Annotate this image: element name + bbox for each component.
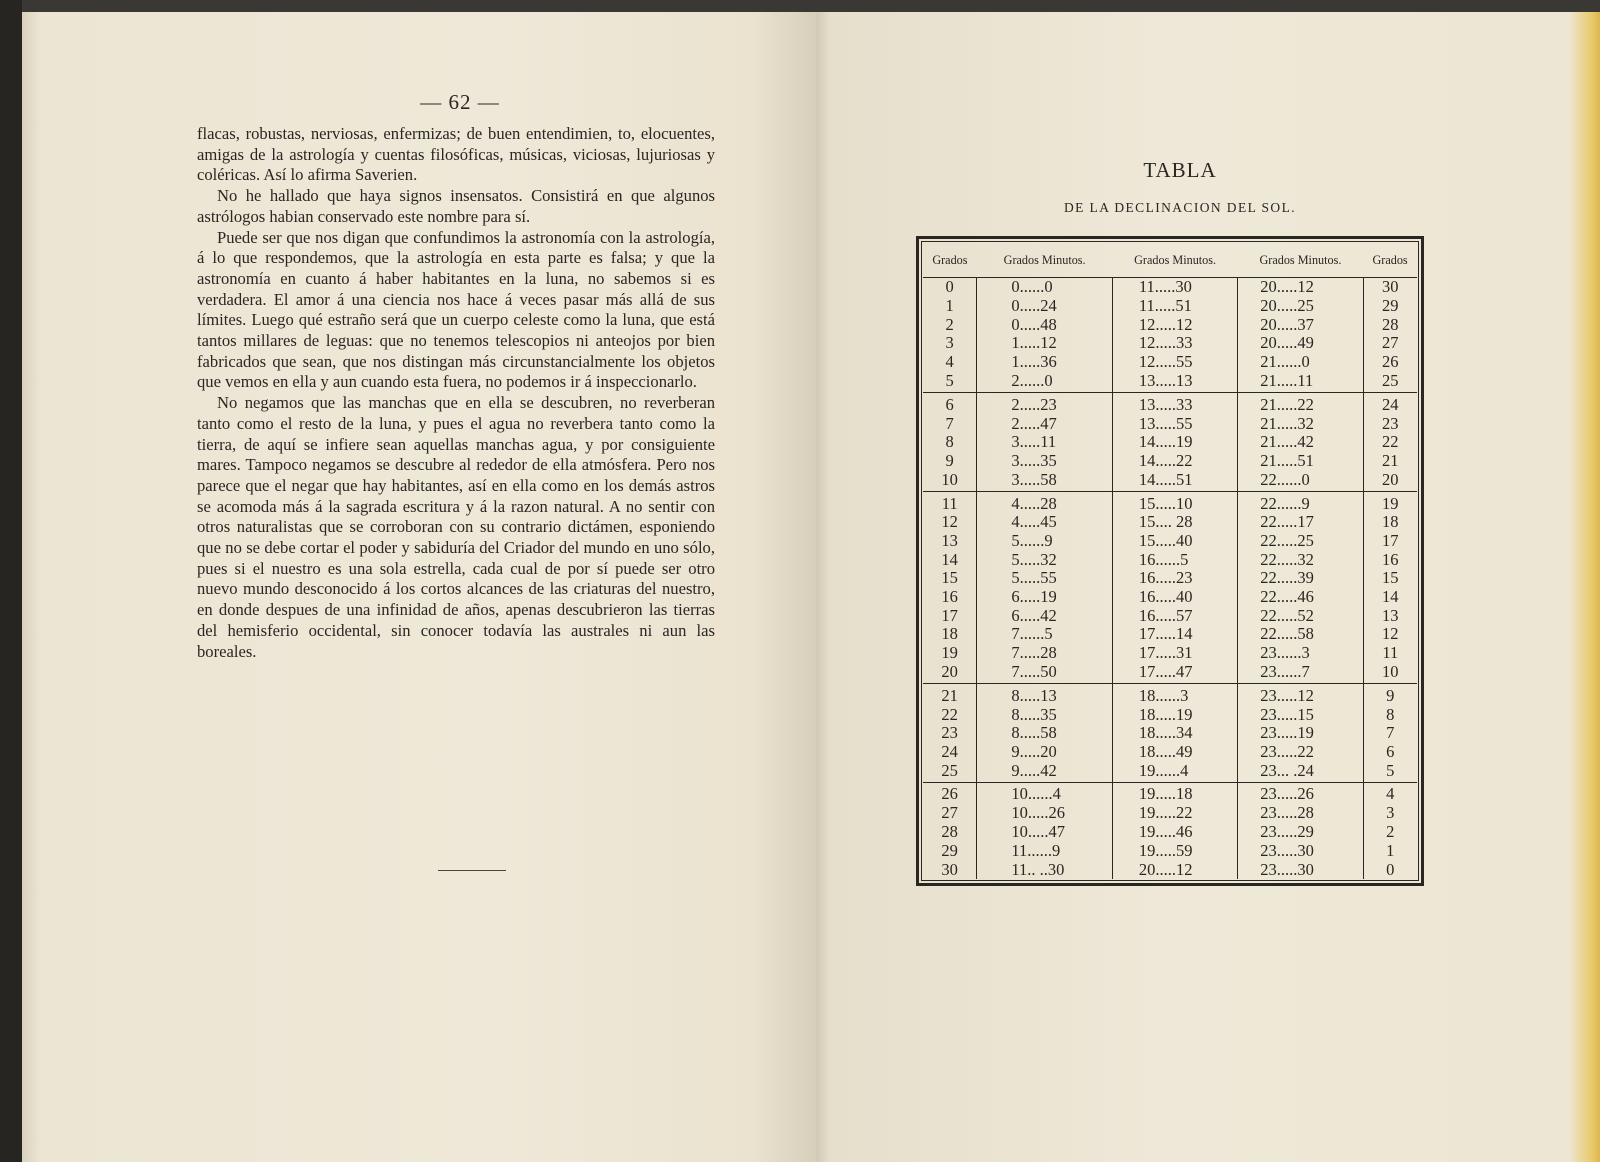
cell-col-3: 22......9 xyxy=(1238,492,1363,513)
cell-grados-complement: 21 xyxy=(1363,452,1417,471)
cell-col-1: 10......4 xyxy=(977,783,1113,804)
cell-col-3: 23... .24 xyxy=(1238,761,1363,782)
cell-col-2: 14.....22 xyxy=(1112,452,1237,471)
cell-col-2: 18.....34 xyxy=(1112,724,1237,743)
cell-col-3: 22.....58 xyxy=(1238,625,1363,644)
cell-grados: 14 xyxy=(941,549,958,569)
cell-col-3: 23.....22 xyxy=(1238,743,1363,762)
cell-col-3: 22.....39 xyxy=(1238,569,1363,588)
cell-grados: 2 xyxy=(945,314,954,334)
cell-grados: 4 xyxy=(945,352,954,372)
cell-grados-complement: 19 xyxy=(1363,492,1417,513)
paragraph-2: No he hallado que haya signos insensatos. Consistirá en que algunos astrólogos habian conservado este nombre para sí. xyxy=(197,186,715,226)
cell-col-1: 5.....32 xyxy=(977,550,1113,569)
cell-col-1: 5......9 xyxy=(977,532,1113,551)
cell-col-1: 8.....13 xyxy=(977,684,1113,705)
cell-col-3: 21.....42 xyxy=(1238,433,1363,452)
cell-grados: 0 xyxy=(945,277,954,297)
page-number: — 62 — xyxy=(420,90,500,114)
cell-col-2: 13.....55 xyxy=(1112,414,1237,433)
table-row xyxy=(923,569,1417,588)
cell-col-1: 3.....35 xyxy=(977,452,1113,471)
cell-col-2: 17.....14 xyxy=(1112,625,1237,644)
header-grados-minutos-2: Grados Minutos. xyxy=(1112,243,1237,278)
cell-grados: 18 xyxy=(941,624,958,644)
cell-grados: 1 xyxy=(945,296,954,316)
cell-grados-complement: 10 xyxy=(1363,663,1417,684)
scan-left-edge xyxy=(0,0,22,1162)
cell-grados-complement: 25 xyxy=(1363,372,1417,393)
cell-grados-complement: 9 xyxy=(1363,684,1417,705)
cell-col-1: 2......0 xyxy=(977,372,1113,393)
table-row xyxy=(923,644,1417,663)
cell-col-3: 23.....19 xyxy=(1238,724,1363,743)
cell-col-3: 20.....49 xyxy=(1238,334,1363,353)
cell-col-3: 23.....30 xyxy=(1238,841,1363,860)
cell-grados-complement: 26 xyxy=(1363,353,1417,372)
table-row xyxy=(923,783,1417,804)
table-row xyxy=(923,841,1417,860)
body-text xyxy=(197,124,715,662)
cell-col-1: 8.....35 xyxy=(977,705,1113,724)
cell-col-1: 7.....28 xyxy=(977,644,1113,663)
cell-grados-complement: 6 xyxy=(1363,743,1417,762)
cell-col-1: 7.....50 xyxy=(977,663,1113,684)
table-row xyxy=(923,860,1417,879)
cell-grados-complement: 11 xyxy=(1363,644,1417,663)
cell-col-1: 8.....58 xyxy=(977,724,1113,743)
table-row xyxy=(923,393,1417,414)
cell-col-1: 2.....47 xyxy=(977,414,1113,433)
cell-grados: 10 xyxy=(923,470,977,491)
table-row xyxy=(923,705,1417,724)
cell-col-3: 21.....51 xyxy=(1238,452,1363,471)
cell-col-3: 23.....28 xyxy=(1238,804,1363,823)
cell-col-1: 10.....26 xyxy=(977,804,1113,823)
cell-grados: 23 xyxy=(941,723,958,743)
table-row xyxy=(923,334,1417,353)
cell-grados: 29 xyxy=(941,840,958,860)
cell-col-1: 10.....47 xyxy=(977,823,1113,842)
cell-grados-complement: 12 xyxy=(1363,625,1417,644)
cell-col-2: 11.....51 xyxy=(1112,297,1237,316)
cell-grados-complement: 18 xyxy=(1363,513,1417,532)
cell-grados-complement: 0 xyxy=(1363,860,1417,879)
cell-col-2: 16.....57 xyxy=(1112,606,1237,625)
cell-col-2: 19.....18 xyxy=(1112,783,1237,804)
cell-col-1: 6.....42 xyxy=(977,606,1113,625)
cell-grados-complement: 15 xyxy=(1363,569,1417,588)
cell-col-2: 19.....22 xyxy=(1112,804,1237,823)
cell-col-3: 23......3 xyxy=(1238,644,1363,663)
cell-col-1: 11.. ..30 xyxy=(977,860,1113,879)
cell-grados: 21 xyxy=(941,685,958,705)
table-row xyxy=(923,550,1417,569)
table-title: TABLA xyxy=(1143,158,1217,182)
cell-grados: 22 xyxy=(941,704,958,724)
cell-col-1: 2.....23 xyxy=(977,393,1113,414)
table-row xyxy=(923,433,1417,452)
cell-col-3: 23.....29 xyxy=(1238,823,1363,842)
cell-grados: 11 xyxy=(941,493,958,513)
cell-grados-complement: 16 xyxy=(1363,550,1417,569)
cell-col-1: 0.....24 xyxy=(977,297,1113,316)
cell-grados-complement: 22 xyxy=(1363,433,1417,452)
cell-col-2: 14.....19 xyxy=(1112,433,1237,452)
table-body xyxy=(923,278,1417,880)
cell-col-1: 3.....58 xyxy=(977,470,1113,491)
cell-col-1: 1.....12 xyxy=(977,334,1113,353)
cell-grados: 26 xyxy=(941,784,958,804)
table-row xyxy=(923,278,1417,297)
cell-grados: 17 xyxy=(941,605,958,625)
header-grados-minutos-3: Grados Minutos. xyxy=(1238,243,1363,278)
table-row xyxy=(923,372,1417,393)
cell-grados-complement: 23 xyxy=(1363,414,1417,433)
cell-col-1: 9.....20 xyxy=(977,743,1113,762)
cell-col-2: 15.....40 xyxy=(1112,532,1237,551)
cell-col-3: 23.....30 xyxy=(1238,860,1363,879)
cell-grados: 19 xyxy=(941,643,958,663)
cell-col-3: 20.....25 xyxy=(1238,297,1363,316)
table-row xyxy=(923,743,1417,762)
cell-col-1: 4.....45 xyxy=(977,513,1113,532)
cell-grados: 12 xyxy=(941,512,958,532)
cell-grados-complement: 7 xyxy=(1363,724,1417,743)
cell-grados: 6 xyxy=(945,394,954,414)
header-grados-left: Grados xyxy=(923,243,977,278)
cell-col-2: 16.....40 xyxy=(1112,588,1237,607)
cell-grados-complement: 20 xyxy=(1363,470,1417,491)
cell-col-2: 12.....33 xyxy=(1112,334,1237,353)
cell-col-3: 22.....32 xyxy=(1238,550,1363,569)
scan-top-edge xyxy=(0,0,1600,12)
table-row xyxy=(923,684,1417,705)
cell-col-3: 22.....25 xyxy=(1238,532,1363,551)
paragraph-1: flacas, robustas, nerviosas, enfermizas; de buen entendimien, to, elocuentes, amigas de la astrología y cuentas filosóficas, músicas, viciosas, lujuriosas y coléricas. Así lo afirma Saverien. xyxy=(197,124,715,185)
cell-col-3: 23.....12 xyxy=(1238,684,1363,705)
paragraph-3: Puede ser que nos digan que confundimos la astronomía con la astrología, á lo que respondemos, que la astrología en esta parte es falsa; y que la astronomía en cuanto á haber habitantes en la luna, no sabemos si es verdadera. El amor á una ciencia nos hace á veces pasar más allá de sus límites. Luego qué estraño será que un cuerpo celeste como la luna, que está tantos millares de leguas: que no tenemos telescopios ni anteojos por bien fabricados que sean, que nos distingan más circunstancialmente los objetos que vemos en ella y aun cuando esta fuera, no podemos ir á inspeccionarlo. xyxy=(197,227,715,392)
cell-col-3: 21.....32 xyxy=(1238,414,1363,433)
cell-col-3: 23.....15 xyxy=(1238,705,1363,724)
cell-col-1: 5.....55 xyxy=(977,569,1113,588)
cell-col-3: 22.....17 xyxy=(1238,513,1363,532)
cell-col-3: 23......7 xyxy=(1238,663,1363,684)
cell-grados: 13 xyxy=(941,530,958,550)
table-row xyxy=(923,804,1417,823)
table-row xyxy=(923,353,1417,372)
cell-col-2: 18.....19 xyxy=(1112,705,1237,724)
cell-grados: 27 xyxy=(941,803,958,823)
cell-col-2: 15.... 28 xyxy=(1112,513,1237,532)
cell-grados-complement: 17 xyxy=(1363,532,1417,551)
cell-col-2: 13.....33 xyxy=(1112,393,1237,414)
cell-grados-complement: 4 xyxy=(1363,783,1417,804)
cell-col-1: 0.....48 xyxy=(977,315,1113,334)
cell-grados: 20 xyxy=(923,663,977,684)
cell-grados-complement: 27 xyxy=(1363,334,1417,353)
cell-grados-complement: 14 xyxy=(1363,588,1417,607)
cell-col-2: 18.....49 xyxy=(1112,743,1237,762)
cell-grados-complement: 24 xyxy=(1363,393,1417,414)
cell-col-1: 7......5 xyxy=(977,625,1113,644)
cell-grados: 15 xyxy=(941,568,958,588)
cell-grados: 7 xyxy=(945,413,954,433)
table-row xyxy=(923,513,1417,532)
cell-grados-complement: 30 xyxy=(1363,278,1417,297)
table-row xyxy=(923,297,1417,316)
cell-col-3: 20.....37 xyxy=(1238,315,1363,334)
cell-col-3: 22.....52 xyxy=(1238,606,1363,625)
cell-col-1: 11......9 xyxy=(977,841,1113,860)
cell-grados-complement: 13 xyxy=(1363,606,1417,625)
header-grados-right: Grados xyxy=(1363,243,1417,278)
table-row xyxy=(923,315,1417,334)
cell-grados: 5 xyxy=(923,372,977,393)
cell-col-1: 4.....28 xyxy=(977,492,1113,513)
cell-col-2: 19......4 xyxy=(1112,761,1237,782)
cell-grados: 30 xyxy=(941,859,958,879)
cell-col-2: 14.....51 xyxy=(1112,470,1237,491)
cell-grados: 16 xyxy=(941,587,958,607)
cell-col-1: 1.....36 xyxy=(977,353,1113,372)
declination-table-frame xyxy=(916,236,1424,886)
cell-col-2: 12.....55 xyxy=(1112,353,1237,372)
cell-col-3: 22......0 xyxy=(1238,470,1363,491)
cell-col-2: 13.....13 xyxy=(1112,372,1237,393)
table-row xyxy=(923,470,1417,491)
section-rule xyxy=(438,870,506,871)
cell-col-3: 21.....22 xyxy=(1238,393,1363,414)
declination-table xyxy=(923,243,1417,879)
paragraph-4: No negamos que las manchas que en ella se descubren, no reverberan tanto como el resto de la luna, y pues el agua no reverbera tanto como la tierra, de aquí se infiere sean aquellas manchas agua, y por consiguiente mares. Tampoco negamos se descubre al rededor de ella atmósfera. Pero nos parece que el negar que hay habitantes, así en ella como en los demás astros se acomoda más á la sagrada escritura y á la razon natural. A no sentir con otros naturalistas que se corroboran con su contrario dictámen, esponiendo que no se debe cortar el poder y sabiduría del Criador del mundo en uno sólo, pues si el nuestro es una sola estrella, cada cual de por sí puede ser otro nuevo mundo desconocido á los cortos alcances de las criaturas del nuestro, en donde despues de una infinidad de años, apenas descubrieron las tierras del hemisferio occidental, sin conocer todavía las australes ni aun las boreales. xyxy=(197,393,715,661)
table-row xyxy=(923,606,1417,625)
cell-col-2: 17.....31 xyxy=(1112,644,1237,663)
table-row xyxy=(923,663,1417,684)
cell-col-2: 11.....30 xyxy=(1112,278,1237,297)
table-row xyxy=(923,588,1417,607)
cell-grados: 25 xyxy=(923,761,977,782)
cell-col-2: 12.....12 xyxy=(1112,315,1237,334)
table-row xyxy=(923,625,1417,644)
cell-grados: 28 xyxy=(941,821,958,841)
cell-col-2: 19.....59 xyxy=(1112,841,1237,860)
cell-col-2: 15.....10 xyxy=(1112,492,1237,513)
table-row xyxy=(923,823,1417,842)
cell-grados-complement: 1 xyxy=(1363,841,1417,860)
cell-col-3: 22.....46 xyxy=(1238,588,1363,607)
cell-col-3: 21......0 xyxy=(1238,353,1363,372)
cell-col-1: 3.....11 xyxy=(977,433,1113,452)
table-row xyxy=(923,532,1417,551)
cell-grados: 9 xyxy=(945,450,954,470)
cell-col-3: 23.....26 xyxy=(1238,783,1363,804)
cell-col-1: 9.....42 xyxy=(977,761,1113,782)
table-row xyxy=(923,761,1417,782)
cell-col-2: 16.....23 xyxy=(1112,569,1237,588)
cell-grados-complement: 8 xyxy=(1363,705,1417,724)
cell-col-2: 17.....47 xyxy=(1112,663,1237,684)
cell-grados: 3 xyxy=(945,333,954,353)
cell-grados-complement: 5 xyxy=(1363,761,1417,782)
table-header-row xyxy=(923,243,1417,278)
cell-grados-complement: 28 xyxy=(1363,315,1417,334)
cell-grados-complement: 29 xyxy=(1363,297,1417,316)
table-row xyxy=(923,452,1417,471)
cell-col-3: 21.....11 xyxy=(1238,372,1363,393)
cell-col-2: 19.....46 xyxy=(1112,823,1237,842)
cell-col-2: 20.....12 xyxy=(1112,860,1237,879)
cell-grados: 8 xyxy=(945,432,954,452)
table-subtitle: DE LA DECLINACION DEL SOL. xyxy=(1063,200,1296,215)
table-row xyxy=(923,414,1417,433)
cell-grados: 24 xyxy=(941,741,958,761)
table-row xyxy=(923,724,1417,743)
cell-col-2: 18......3 xyxy=(1112,684,1237,705)
cell-col-1: 0......0 xyxy=(977,278,1113,297)
cell-grados-complement: 3 xyxy=(1363,804,1417,823)
cell-grados-complement: 2 xyxy=(1363,823,1417,842)
header-grados-minutos-1: Grados Minutos. xyxy=(977,243,1113,278)
cell-col-2: 16......5 xyxy=(1112,550,1237,569)
table-row xyxy=(923,492,1417,513)
cell-col-3: 20.....12 xyxy=(1238,278,1363,297)
cell-col-1: 6.....19 xyxy=(977,588,1113,607)
